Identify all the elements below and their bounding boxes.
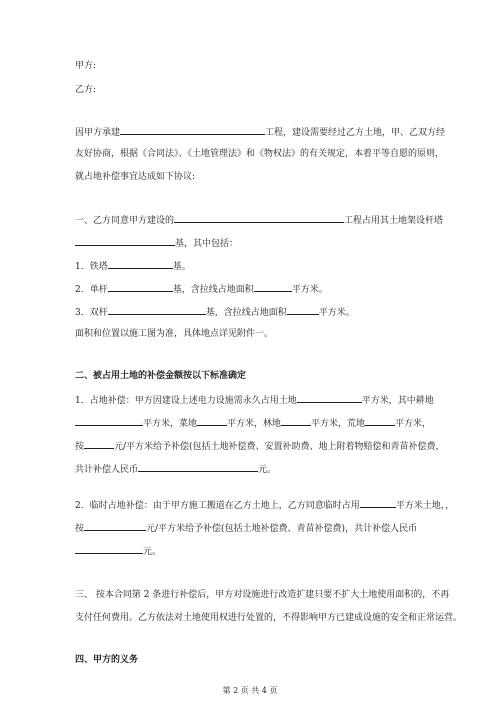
section1-text: 工程占用其土地架设杆塔 bbox=[344, 216, 444, 226]
temporary-comp-line-3 bbox=[75, 544, 161, 558]
item-label: 1．铁塔 bbox=[75, 262, 108, 272]
single-pole-area-blank[interactable] bbox=[254, 282, 292, 292]
project-name-blank[interactable] bbox=[120, 125, 265, 135]
section2-text: 平方米，菜地 bbox=[143, 419, 198, 429]
section2-text: 按 bbox=[75, 524, 85, 534]
intro-line-1 bbox=[75, 125, 445, 139]
intro-text: 工程，建设需要经过乙方土地，甲、乙双方经 bbox=[265, 128, 446, 138]
section3-line-2: 支付任何费用。乙方依法对土地使用权进行处置的，不得影响甲方已建成设施的安全和正常运营。 bbox=[75, 613, 463, 623]
double-pole-area-blank[interactable] bbox=[287, 305, 319, 315]
section2-heading: 二、被占用土地的补偿金额按以下标准确定 bbox=[75, 371, 247, 381]
section2-text: 平方米，其中耕地 bbox=[361, 396, 434, 406]
total-comp-blank[interactable] bbox=[138, 462, 258, 472]
permanent-comp-line-1 bbox=[75, 393, 434, 407]
section2-text: 平方米，林地 bbox=[227, 419, 282, 429]
item-label: 2．单杆 bbox=[75, 285, 108, 295]
section1-text: 一、乙方同意甲方建设的 bbox=[75, 216, 175, 226]
item-unit: 基。 bbox=[172, 262, 191, 272]
section1-line-1 bbox=[75, 213, 443, 227]
section2-text: 1．占地补偿：甲方因建设上述电力设施需永久占用土地 bbox=[75, 396, 297, 406]
section1-text: 基，其中包括： bbox=[175, 239, 239, 249]
section2-text: 元/平方米给予补偿(包括土地补偿费、青苗补偿费)，共计补偿人民币 bbox=[146, 524, 418, 534]
section2-text: 元。 bbox=[258, 465, 277, 475]
section2-text: 平方米，荒地 bbox=[311, 419, 366, 429]
double-pole-blank[interactable] bbox=[108, 305, 206, 315]
section4-heading: 四、甲方的义务 bbox=[75, 655, 139, 665]
temporary-comp-line-2 bbox=[75, 521, 417, 535]
section1-line-2 bbox=[75, 236, 238, 250]
item-single-pole bbox=[75, 282, 328, 296]
item-double-pole bbox=[75, 305, 355, 319]
item-text: 基，含拉线占地面积 bbox=[172, 285, 254, 295]
project-blank[interactable] bbox=[174, 213, 344, 223]
iron-tower-blank[interactable] bbox=[108, 259, 173, 269]
section2-text: 共计补偿人民币 bbox=[75, 465, 139, 475]
temporary-comp-line-1 bbox=[75, 498, 454, 512]
intro-text: 因甲方承建 bbox=[75, 128, 121, 138]
section2-text: 平方米， bbox=[395, 419, 432, 429]
intro-line-3: 就占地补偿事宜达成如下协议: bbox=[75, 172, 196, 182]
permanent-comp-line-4 bbox=[75, 462, 276, 476]
item-unit: 平方米。 bbox=[318, 308, 355, 318]
section2-text: 元/平方米给予补偿(包括土地补偿费、安置补助费、地上附着物赔偿和青苗补偿费， bbox=[114, 442, 445, 452]
single-pole-blank[interactable] bbox=[108, 282, 173, 292]
waste-area-blank[interactable] bbox=[365, 416, 395, 426]
tower-count-blank[interactable] bbox=[75, 236, 175, 246]
party-a-label: 甲方: bbox=[75, 61, 97, 71]
section1-note: 面积和位置以施工图为准，具体地点详见附件一。 bbox=[75, 329, 274, 339]
unit-price-blank[interactable] bbox=[84, 439, 114, 449]
permanent-area-blank[interactable] bbox=[297, 393, 362, 403]
item-tower bbox=[75, 259, 191, 273]
section2-text: 平方米土地，， bbox=[395, 501, 455, 511]
page-number: 第 2 页 共 4 页 bbox=[222, 686, 278, 695]
section2-text: 2．临时占地补偿：由于甲方施工搬道在乙方土地上，乙方同意临时占用 bbox=[75, 501, 360, 511]
item-unit: 平方米。 bbox=[291, 285, 328, 295]
section3-line-1: 三、 按本合同第 2 条进行补偿后，甲方对设施进行改造扩建只要不扩大土地使用面积的，不再 bbox=[75, 590, 450, 600]
section2-text: 按 bbox=[75, 442, 85, 452]
intro-line-2: 友好协商，根据《合同法》、《土地管理法》和《物权法》的有关规定，本着平等自愿的原则， bbox=[75, 149, 445, 159]
farmland-area-blank[interactable] bbox=[75, 416, 143, 426]
party-b-label: 乙方: bbox=[75, 85, 97, 95]
temporary-area-blank[interactable] bbox=[360, 498, 396, 508]
item-text: 基，含拉线占地面积 bbox=[205, 308, 287, 318]
vegetable-area-blank[interactable] bbox=[197, 416, 227, 426]
temporary-total-blank[interactable] bbox=[75, 544, 143, 554]
section2-text: 元。 bbox=[143, 547, 162, 557]
permanent-comp-line-2 bbox=[75, 416, 431, 430]
temporary-price-blank[interactable] bbox=[84, 521, 146, 531]
forest-area-blank[interactable] bbox=[281, 416, 311, 426]
permanent-comp-line-3 bbox=[75, 439, 445, 453]
item-label: 3．双杆 bbox=[75, 308, 108, 318]
